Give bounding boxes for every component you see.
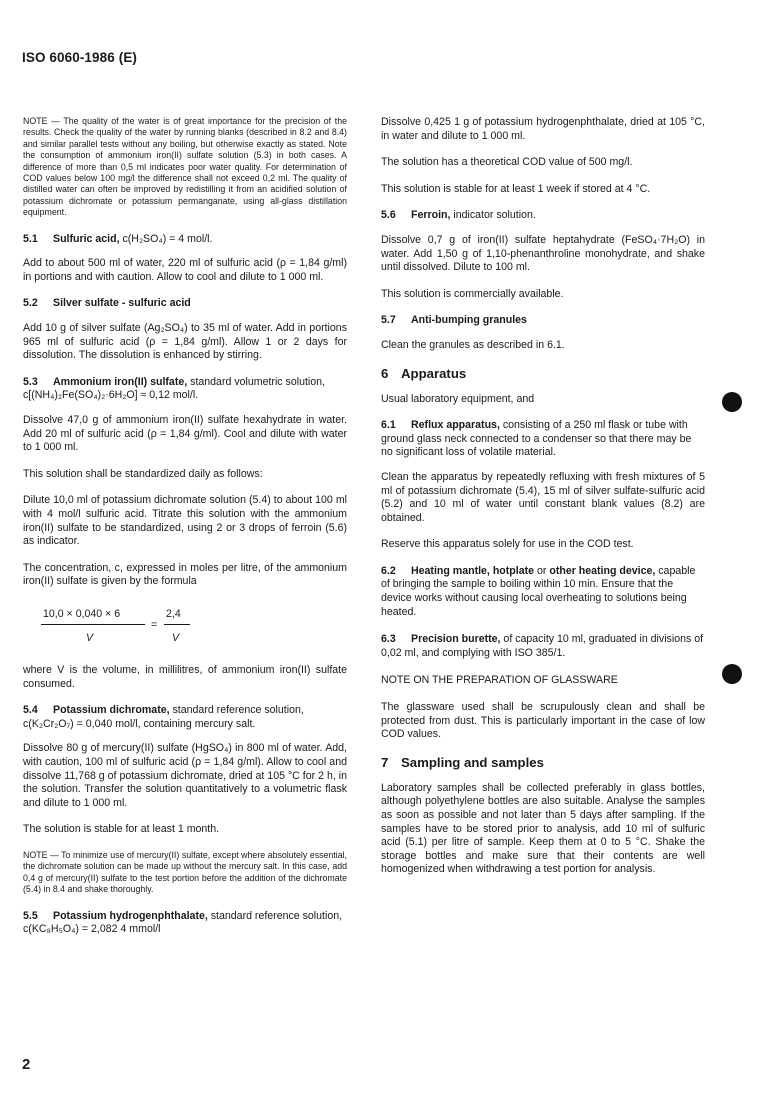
- formula-equals: =: [151, 618, 158, 631]
- paragraph: Clean the apparatus by repeatedly refluxing with fresh mixtures of 5 ml of potassium dichromate (5.4), 15 ml of silver sulfate-sulfuric acid (5.2) and 10 ml of water until constant blank values (8.2) are obtained.: [381, 470, 705, 524]
- fraction-bar: [41, 624, 145, 625]
- clause-title: Apparatus: [401, 365, 467, 381]
- section-title: Ammonium iron(II) sulfate,: [53, 375, 188, 388]
- clause-title: Sampling and samples: [401, 754, 544, 770]
- section-number: 5.3: [23, 375, 38, 388]
- section-connector: or: [534, 564, 550, 577]
- note-water-quality: NOTE — The quality of the water is of great importance for the precision of the results. Check the quality of the water by running blanks (described in 8.2 and 8.4) and similar parallel tests without any boiling, but otherwise exactly as stated. Note the consumption of ammonium iron(II) sulfate solution (5.3) in both cases. A difference of more than 0,5 ml indicates poor water quality. For determination of COD values below 100 mg/l the difference shall not exceed 0,2 ml. The quality of distilled water can often be improved by redistilling it from an acidified solution of potassium dichromate or potassium permanganate, using all-glass distillation equipment.: [23, 116, 347, 218]
- section-6-3-heading: [381, 633, 705, 660]
- formula-denominator-1: V: [86, 631, 94, 644]
- concentration-formula: [23, 602, 347, 658]
- formula-numerator-2: 2,4: [166, 607, 181, 620]
- paragraph: Laboratory samples shall be collected preferably in glass bottles, although polyethylene bottles are also suitable. Analyse the samples as soon as possible and not later than 5 days after sampling. If the samples have to be stored prior to analysis, add 10 ml of sulfuric acid (5.1) per litre of sample. Keep them at 0 to 5 °C. Shake the storage bottles and make sure that their contents are well homogenized when withdrawing a test portion for analysis.: [381, 781, 705, 876]
- paragraph: Dilute 10,0 ml of potassium dichromate solution (5.4) to about 100 ml with 4 mol/l sulfuric acid. Titrate this solution with the ammonium iron(II) sulfate to be standardized, using 2 or 3 drops of ferroin (5.6) as indicator.: [23, 494, 347, 548]
- section-title: Ferroin,: [411, 209, 451, 222]
- section-title: Sulfuric acid,: [53, 232, 120, 245]
- paragraph: The concentration, c, expressed in moles per litre, of the ammonium iron(II) sulfate is given by the formula: [23, 561, 347, 588]
- paragraph: This solution is commercially available.: [381, 287, 564, 300]
- section-subtitle: standard reference solution, c(KC₈H₅O₄) = 2,082 4 mmol/l: [23, 909, 343, 936]
- left-column: [23, 116, 347, 948]
- section-5-3-heading: [23, 376, 347, 403]
- section-subtitle: standard volumetric solution, c[(NH₄)₂Fe(SO₄)₂·6H₂O] ≈ 0,12 mol/l.: [23, 375, 325, 402]
- section-number: 6.3: [381, 633, 396, 646]
- paragraph: Usual laboratory equipment, and: [381, 392, 535, 405]
- note-mercury: NOTE — To minimize use of mercury(II) sulfate, except where absolutely essential, the dichromate solution can be made up without the mercury salt. In this case, add 0,4 g of mercury(II) sulfate to the test portion before the addition of the dichromate (5.4) in 8.4 and shake thoroughly.: [23, 849, 347, 895]
- section-number: 5.1: [23, 232, 38, 245]
- page-number: 2: [22, 1056, 31, 1073]
- paragraph: where V is the volume, in millilitres, of ammonium iron(II) sulfate consumed.: [23, 663, 347, 690]
- paragraph: The solution has a theoretical COD value of 500 mg/l.: [381, 156, 633, 169]
- section-6-2-heading: [381, 565, 705, 619]
- section-5-2-heading: [23, 297, 347, 311]
- section-number: 6.2: [381, 564, 396, 577]
- ink-blot: [722, 392, 742, 412]
- section-5-6-heading: [381, 209, 705, 223]
- paragraph: Dissolve 80 g of mercury(II) sulfate (HgSO₄) in 800 ml of water. Add, with caution, 100 ml of sulfuric acid (ρ = 1,84 g/ml). Allow to cool and dissolve 11,768 g of potassium dichromate, dried at 105 °C for 2 h, in the solution. Transfer the solution quantitatively to a volumetric flask and dilute to 1 000 ml.: [23, 742, 347, 809]
- section-title-2: other heating device,: [549, 564, 656, 577]
- section-number: 5.5: [23, 909, 38, 922]
- section-subtitle: consisting of a 250 ml flask or tube with ground glass neck connected to a condenser so that there may be no significant loss of volatile material.: [381, 419, 692, 459]
- section-title: Anti-bumping granules: [411, 314, 527, 327]
- paragraph: This solution shall be standardized daily as follows:: [23, 467, 263, 480]
- note-heading: NOTE ON THE PREPARATION OF GLASSWARE: [381, 674, 618, 687]
- section-5-1-heading: [23, 233, 347, 247]
- section-5-4-heading: [23, 704, 347, 731]
- section-title: Potassium hydrogenphthalate,: [53, 909, 208, 922]
- paragraph: Clean the granules as described in 6.1.: [381, 338, 565, 351]
- formula-numerator-1: 10,0 × 0,040 × 6: [43, 607, 121, 620]
- paragraph: Dissolve 47,0 g of ammonium iron(II) sulfate hexahydrate in water. Add 20 ml of sulfuric acid (ρ = 1,84 g/ml). Cool and dilute with water to 1 000 ml.: [23, 414, 347, 454]
- fraction-bar: [164, 624, 190, 625]
- section-title: Silver sulfate - sulfuric acid: [53, 297, 191, 310]
- section-subtitle: indicator solution.: [450, 209, 536, 222]
- section-5-5-heading: [23, 910, 347, 937]
- section-number: 6.1: [381, 419, 396, 432]
- section-6-1-heading: [381, 419, 705, 460]
- document-header: ISO 6060-1986 (E): [22, 50, 138, 65]
- section-subtitle: capable of bringing the sample to boiling within 10 min. Ensure that the device works without causing local overheating to solutions being heated.: [381, 564, 696, 618]
- section-number: 5.6: [381, 209, 396, 222]
- section-number: 5.2: [23, 297, 38, 310]
- section-title: Reflux apparatus,: [411, 419, 500, 432]
- section-subtitle: of capacity 10 ml, graduated in divisions of 0,02 ml, and complying with ISO 385/1.: [381, 633, 704, 659]
- section-number: 5.7: [381, 314, 396, 327]
- section-number: 5.4: [23, 704, 38, 717]
- paragraph: This solution is stable for at least 1 week if stored at 4 °C.: [381, 182, 651, 195]
- section-subtitle: standard reference solution, c(K₂Cr₂O₇) = 0,040 mol/l, containing mercury salt.: [23, 704, 304, 730]
- clause-number: 7: [381, 754, 389, 770]
- paragraph: The glassware used shall be scrupulously clean and shall be protected from dust. This is particularly important in the case of low COD values.: [381, 701, 705, 741]
- clause-number: 6: [381, 365, 389, 381]
- section-title: Heating mantle, hotplate: [411, 564, 535, 577]
- section-formula: c(H₂SO₄) = 4 mol/l.: [119, 232, 213, 245]
- paragraph: Dissolve 0,7 g of iron(II) sulfate heptahydrate (FeSO₄·7H₂O) in water. Add 1,50 g of 1,10-phenanthroline monohydrate, and shake until dissolved. Dilute to 100 ml.: [381, 233, 705, 274]
- paragraph: The solution is stable for at least 1 month.: [23, 823, 220, 836]
- paragraph: Add 10 g of silver sulfate (Ag₂SO₄) to 35 ml of water. Add in portions 965 ml of sulfuric acid (ρ = 1,84 g/ml). Allow 1 or 2 days for dissolution. The dissolution is enhanced by stirring.: [23, 322, 347, 362]
- paragraph: Add to about 500 ml of water, 220 ml of sulfuric acid (ρ = 1,84 g/ml) in portions and with caution. Allow to cool and dilute to 1 000 ml.: [23, 257, 347, 283]
- section-title: Precision burette,: [411, 633, 501, 646]
- section-title: Potassium dichromate,: [53, 704, 170, 717]
- clause-7-heading: [381, 755, 705, 770]
- paragraph: Dissolve 0,425 1 g of potassium hydrogenphthalate, dried at 105 °C, in water and dilute to 1 000 ml.: [381, 116, 705, 142]
- clause-6-heading: [381, 366, 705, 381]
- ink-blot: [722, 664, 742, 684]
- section-5-7-heading: [381, 314, 705, 328]
- formula-denominator-2: V: [172, 631, 180, 644]
- right-column: [381, 116, 705, 890]
- paragraph: Reserve this apparatus solely for use in the COD test.: [381, 538, 634, 551]
